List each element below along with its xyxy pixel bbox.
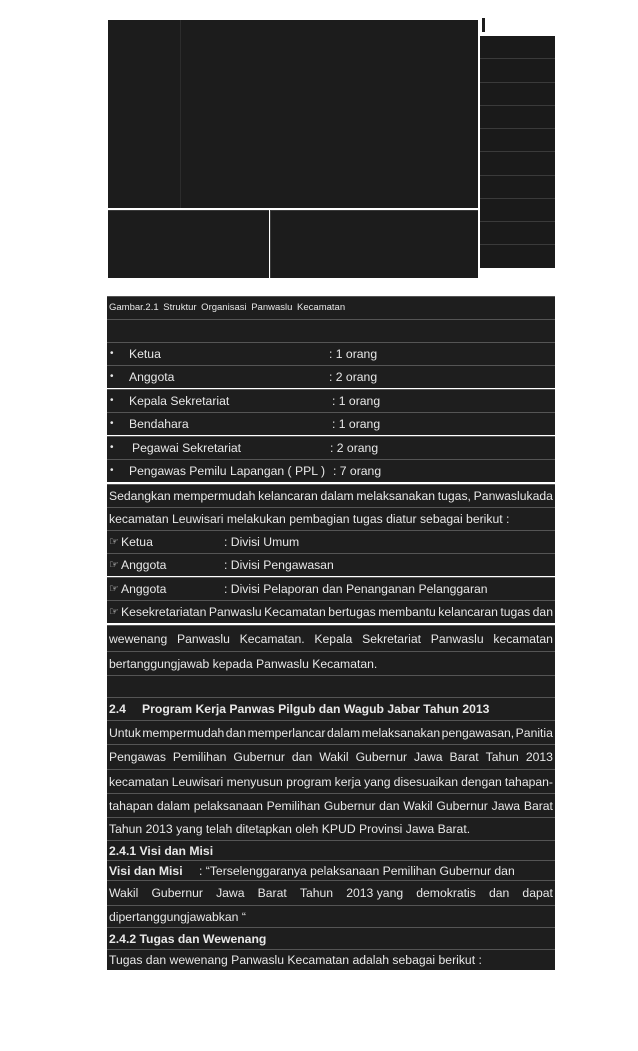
- word: wewenang: [109, 632, 168, 646]
- word: memperlancar: [247, 726, 326, 740]
- chart-row-line: [480, 221, 555, 222]
- word: Leuwisari menyusun program: [171, 775, 332, 789]
- word: dan: [532, 605, 553, 619]
- member-label: Anggota: [129, 370, 175, 384]
- word: dan: [488, 886, 510, 900]
- word: pengawasan,: [441, 726, 515, 740]
- word: tugas: [500, 605, 531, 619]
- chart-row-line: [480, 198, 555, 199]
- chart-row-line: [480, 128, 555, 129]
- line-text: kecamatan Leuwisari melakukan pembagian tugas diatur sebagai berikut :: [109, 512, 510, 526]
- chart-edge-mark: [482, 18, 485, 32]
- word: bertugas: [328, 605, 376, 619]
- line-text: Tugas dan wewenang Panwaslu Kecamatan adalah sebagai berikut :: [109, 953, 482, 967]
- word: Sedangkan: [109, 489, 171, 503]
- bullet-icon: •: [110, 348, 114, 359]
- word: mempermudah: [173, 489, 256, 503]
- paragraph-line: [107, 744, 555, 769]
- word: melaksanakan: [361, 726, 441, 740]
- word: Panwaslukada: [473, 489, 553, 503]
- pointing-hand-icon: ☞: [109, 559, 119, 571]
- division-role: Anggota: [121, 582, 167, 596]
- word: yang: [364, 775, 391, 789]
- word: Tahun: [299, 886, 334, 900]
- word: pelaksanaan: [193, 799, 263, 813]
- division-role: Ketua: [121, 535, 153, 549]
- paragraph-line: [107, 769, 555, 793]
- justified-line: [109, 794, 553, 817]
- word: disesuaikan: [393, 775, 459, 789]
- word: dan: [291, 750, 313, 764]
- word: Pemilihan: [172, 750, 227, 764]
- member-count: : 7 orang: [333, 464, 382, 478]
- visi-label: Visi dan Misi: [109, 864, 183, 878]
- word: Tahun: [485, 750, 519, 764]
- line-text: dipertanggungjawabkan “: [109, 910, 246, 924]
- bullet-icon: •: [110, 395, 114, 406]
- paragraph-line: [107, 880, 555, 905]
- word: tugas,: [437, 489, 471, 503]
- word: kelancaran: [258, 489, 318, 503]
- chart-row-line: [480, 244, 555, 245]
- justified-line: [109, 721, 553, 744]
- word: Gubernur: [151, 886, 203, 900]
- word: dalam: [156, 799, 191, 813]
- bullet-icon: •: [110, 371, 114, 382]
- word: dalam: [326, 726, 361, 740]
- chart-row-line: [480, 58, 555, 59]
- blank-row: [107, 675, 555, 697]
- paragraph-line: [107, 720, 555, 744]
- division-name: : Divisi Pelaporan dan Penanganan Pelanggaran: [224, 582, 488, 596]
- member-count: : 1 orang: [332, 394, 381, 408]
- justified-line: [121, 601, 553, 623]
- word: Wakil: [403, 799, 433, 813]
- word: Gubernur: [355, 750, 408, 764]
- justified-line: [109, 485, 553, 507]
- paragraph-line: [107, 507, 555, 530]
- division-row: [107, 577, 555, 600]
- word: membantu: [378, 605, 436, 619]
- chart-row-line: [480, 175, 555, 176]
- division-role: Anggota: [121, 558, 167, 572]
- word: dalam: [320, 489, 354, 503]
- word: Jawa: [414, 750, 443, 764]
- member-row: [107, 365, 555, 388]
- division-row: [107, 530, 555, 553]
- justified-line: [109, 626, 553, 651]
- section-number: 2.4: [109, 702, 126, 716]
- chart-block-left: [108, 20, 180, 208]
- figure-caption: Gambar.2.1 Struktur Organisasi Panwaslu Kecamatan: [109, 302, 346, 313]
- justified-line: [109, 745, 553, 769]
- chart-block-bottom-left: [108, 210, 269, 278]
- word: kecamatan: [493, 632, 553, 646]
- member-row: [107, 459, 555, 482]
- word: Kecamatan: [264, 605, 326, 619]
- division-name: : Divisi Pengawasan: [224, 558, 334, 572]
- paragraph-line: [107, 905, 555, 927]
- member-row: [107, 436, 555, 459]
- word: mempermudah: [142, 726, 225, 740]
- word: Panwaslu: [177, 632, 230, 646]
- member-count: : 1 orang: [332, 417, 381, 431]
- paragraph-line: [107, 600, 555, 623]
- bullet-icon: •: [110, 465, 114, 476]
- word: kelancaran: [438, 605, 498, 619]
- member-row: [107, 342, 555, 365]
- visi-row: [107, 860, 555, 880]
- word: Wakil: [319, 750, 349, 764]
- word: Gubernur: [323, 799, 376, 813]
- member-row: [107, 412, 555, 435]
- word: Pengawas: [109, 750, 166, 764]
- member-label: Bendahara: [129, 417, 189, 431]
- subsection-title: 2.4.2 Tugas dan Wewenang: [109, 932, 267, 946]
- pointing-hand-icon: ☞: [109, 536, 119, 548]
- justified-line: [109, 881, 553, 905]
- word: dan: [225, 726, 247, 740]
- member-count: : 2 orang: [329, 370, 378, 384]
- bullet-icon: •: [110, 442, 114, 453]
- member-label: Pegawai Sekretariat: [132, 441, 242, 455]
- word: Jawa: [216, 886, 245, 900]
- paragraph-line: [107, 484, 555, 507]
- word: 2013: [525, 750, 553, 764]
- member-count: : 2 orang: [330, 441, 379, 455]
- member-label: Kepala Sekretariat: [129, 394, 230, 408]
- word: dengan: [461, 775, 502, 789]
- word: Kesekretariatan: [121, 605, 207, 619]
- paragraph-line: [107, 793, 555, 817]
- word: Untuk: [109, 726, 141, 740]
- chart-row-line: [480, 82, 555, 83]
- word: dan: [379, 799, 400, 813]
- word: Pemilihan: [266, 799, 321, 813]
- word: Gubernur: [436, 799, 488, 813]
- member-label: Ketua: [129, 347, 161, 361]
- chart-row-line: [480, 105, 555, 106]
- paragraph-line: [107, 949, 555, 970]
- paragraph-line: [107, 625, 555, 651]
- member-count: : 1 orang: [329, 347, 378, 361]
- word: tahapan-: [504, 775, 553, 789]
- chart-block-main: [180, 20, 478, 208]
- word: Panwaslu: [208, 605, 262, 619]
- paragraph-line: [107, 651, 555, 675]
- word: melaksanakan: [356, 489, 435, 503]
- justified-line: [109, 770, 553, 793]
- subsection-heading-row: [107, 927, 555, 949]
- word: Kecamatan.: [239, 632, 305, 646]
- line-text: bertanggungjawab kepada Panwaslu Kecamatan.: [109, 657, 378, 671]
- chart-block-bottom-right: [270, 210, 478, 278]
- subsection-heading-row: [107, 840, 555, 860]
- paragraph-line: [107, 817, 555, 840]
- word: Gubernur: [233, 750, 285, 764]
- line-text: Tahun 2013 yang telah ditetapkan oleh KPUD Provinsi Jawa Barat.: [109, 822, 471, 836]
- pointing-hand-icon: ☞: [109, 583, 119, 595]
- word: Kepala: [314, 632, 353, 646]
- word: Barat: [257, 886, 287, 900]
- subsection-title: 2.4.1 Visi dan Misi: [109, 844, 214, 858]
- word: demokratis: [416, 886, 476, 900]
- word: Barat: [449, 750, 479, 764]
- word: kecamatan: [109, 775, 169, 789]
- word: tahapan: [109, 799, 154, 813]
- chart-column-right: [480, 36, 555, 268]
- division-row: [107, 553, 555, 576]
- section-title: Program Kerja Panwas Pilgub dan Wagub Jabar Tahun 2013: [142, 702, 490, 716]
- pointing-hand-icon: ☞: [109, 606, 119, 618]
- member-label: Pengawas Pemilu Lapangan ( PPL ): [129, 464, 326, 478]
- chart-row-line: [480, 151, 555, 152]
- visi-text: : “Terselenggaranya pelaksanaan Pemilihan Gubernur dan: [199, 864, 515, 878]
- word: Panwaslu: [430, 632, 484, 646]
- word: 2013 yang: [346, 886, 404, 900]
- member-row: [107, 389, 555, 412]
- blank-row: [107, 319, 555, 342]
- word: Panitia: [515, 726, 553, 740]
- word: dapat: [522, 886, 553, 900]
- word: Sekretariat: [362, 632, 422, 646]
- word: kerja: [334, 775, 362, 789]
- figure-caption-row: [107, 296, 555, 319]
- word: Jawa: [491, 799, 521, 813]
- word: Wakil: [109, 886, 139, 900]
- word: Barat: [523, 799, 553, 813]
- bullet-icon: •: [110, 418, 114, 429]
- division-name: : Divisi Umum: [224, 535, 300, 549]
- section-heading-row: [107, 697, 555, 720]
